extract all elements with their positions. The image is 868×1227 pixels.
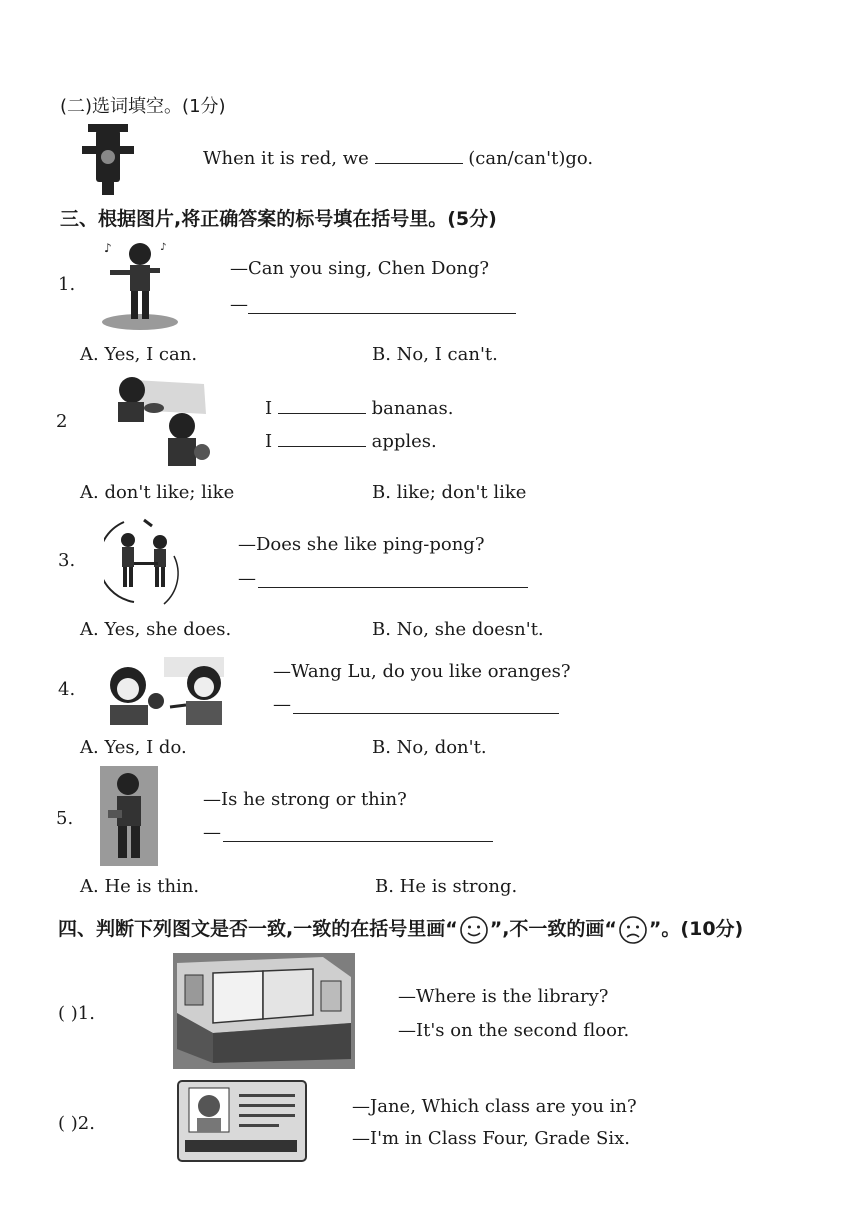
question-number: 2 [56,411,68,432]
boy-picture [100,766,158,866]
dialogue-line-2: —It's on the second floor. [398,1020,630,1041]
option-b: B. No, she doesn't. [372,619,544,640]
sentence-before: When it is red, we [203,148,369,169]
traffic-light-icon [80,122,136,196]
sentence-after: (can/can't)go. [468,148,594,169]
smiley-face-icon [459,915,489,945]
answer-line[interactable] [223,841,493,842]
student-id-card-picture [177,1080,307,1162]
dialogue-line-1: —Is he strong or thin? [203,789,407,810]
blank-sentence-1 [265,398,453,419]
dialogue-line-1: —Can you sing, Chen Dong? [230,258,490,279]
judge-paren-1[interactable]: ( )1. [58,1003,95,1024]
fill-sentence [203,148,593,169]
blank-sentence-2 [265,431,437,452]
heading-part-2: ”,不一致的画“ [489,918,617,940]
answer-line[interactable] [248,313,516,314]
sentence-subject: I [265,431,273,452]
sad-face-icon [618,915,648,945]
answer-line[interactable] [258,587,528,588]
boy-singing-picture [100,238,182,332]
section-4-heading [58,911,743,947]
dialogue-line-2-dash: — [203,822,221,843]
dialogue-line-2-dash: — [273,694,291,715]
answer-blank[interactable] [278,445,366,447]
dialogue-line-2: —I'm in Class Four, Grade Six. [352,1128,630,1149]
option-b: B. No, don't. [372,737,487,758]
option-a: A. Yes, I do. [80,737,187,758]
section-3-heading: 三、根据图片,将正确答案的标号填在括号里。(5分) [60,208,497,230]
answer-line[interactable] [293,713,559,714]
option-a: A. Yes, she does. [80,619,232,640]
school-building-picture [173,953,355,1069]
answer-blank[interactable] [375,162,463,164]
heading-part-1: 四、判断下列图文是否一致,一致的在括号里画“ [58,918,458,940]
option-a: A. don't like; like [80,482,235,503]
question-number: 5. [56,808,74,829]
option-b: B. No, I can't. [372,344,498,365]
svg-text:♪: ♪ [104,241,112,255]
sentence-object: bananas. [371,398,454,419]
dialogue-line-2-dash: — [238,568,256,589]
question-number: 1. [58,274,76,295]
section-2-heading: (二)选词填空。(1分) [60,96,226,117]
question-number: 4. [58,679,76,700]
kids-with-fruit-picture [104,370,216,472]
option-b: B. He is strong. [375,876,518,897]
judge-paren-2[interactable]: ( )2. [58,1113,95,1134]
sentence-subject: I [265,398,273,419]
svg-text:♪: ♪ [160,242,167,253]
dialogue-line-2-dash: — [230,294,248,315]
kids-with-oranges-picture [104,655,228,727]
dialogue-line-1: —Wang Lu, do you like oranges? [273,661,571,682]
dialogue-line-1: —Where is the library? [398,986,609,1007]
sentence-object: apples. [371,431,437,452]
dialogue-line-1: —Jane, Which class are you in? [352,1096,637,1117]
option-b: B. like; don't like [372,482,527,503]
option-a: A. He is thin. [80,876,200,897]
question-number: 3. [58,550,76,571]
option-a: A. Yes, I can. [80,344,198,365]
dialogue-line-1: —Does she like ping-pong? [238,534,485,555]
heading-part-3: ”。(10分) [648,918,744,940]
ping-pong-picture [104,516,192,608]
answer-blank[interactable] [278,412,366,414]
